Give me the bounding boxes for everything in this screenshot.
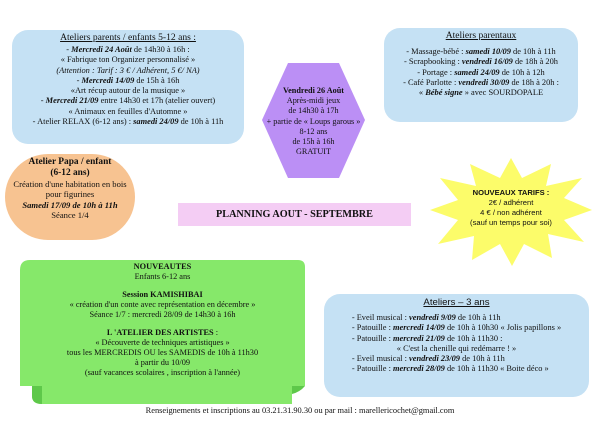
parentaux-line: - Scrapbooking : vendredi 16/09 de 18h à 20h — [404, 57, 558, 67]
ateliers-parentaux-box — [384, 28, 578, 122]
artistes-line: à partir du 10/09 — [134, 358, 191, 367]
parents-line: (Attention : Tarif : 3 € / Adhérent, 5 €/ NA) — [56, 65, 200, 75]
papa-line: pour figurines — [45, 189, 95, 200]
ateliers-3-ans-box — [324, 294, 589, 397]
ateliers-parents-enfants-box — [12, 30, 244, 144]
vendredi-line: GRATUIT — [295, 147, 332, 157]
papa-seance: Séance 1/4 — [51, 210, 89, 221]
tarifs-text — [430, 188, 592, 228]
nouveaux-tarifs-burst — [430, 158, 592, 266]
kamishibai-line: Séance 1/7 : mercredi 28/09 de 14h30 à 16h — [89, 310, 236, 319]
vendredi-text — [261, 86, 366, 157]
trois-ans-line: - Eveil musical : vendredi 9/09 de 10h à 11h — [351, 313, 501, 322]
parents-line: « Animaux en feuilles d'Automne » — [68, 106, 188, 116]
planning-banner: PLANNING AOUT - SEPTEMBRE — [178, 203, 411, 226]
vendredi-line: 8-12 ans — [299, 126, 328, 136]
parents-line: - Mercredi 14/09 de 15h à 16h — [76, 75, 180, 85]
trois-ans-line: - Patouille : mercredi 21/09 de 10h à 11h30 : — [351, 333, 503, 343]
papa-date: Samedi 17/09 de 10h à 11h — [22, 199, 118, 210]
parents-line: - Mercredi 21/09 entre 14h30 et 17h (atelier ouvert) — [40, 96, 216, 106]
parentaux-line: - Portage : samedi 24/09 de 10h à 12h — [417, 67, 545, 77]
artistes-line: « Découverte de techniques artistiques » — [95, 338, 230, 347]
parentaux-line: - Massage-bébé : samedi 10/09 de 10h à 11h — [406, 47, 556, 56]
parentaux-title: Ateliers parentaux — [445, 30, 517, 41]
vendredi-line: + partie de « Loups garous » — [266, 116, 361, 126]
parentaux-line: « Bébé signe » avec SOURDOPALE — [418, 88, 544, 98]
nouveautes-title: NOUVEAUTES — [133, 262, 192, 271]
tarifs-line: 2€ / adhérent — [488, 198, 534, 207]
atelier-papa-box — [5, 154, 135, 240]
parents-line: «Art récup autour de la musique » — [70, 86, 186, 96]
trois-ans-line: - Eveil musical : vendredi 23/09 de 10h à 11h — [351, 354, 505, 364]
vendredi-line: de 15h à 16h — [292, 137, 335, 147]
parents-line: - Atelier RELAX (6-12 ans) : samedi 24/09 de 10h à 11h — [32, 117, 224, 127]
trois-ans-title: Ateliers – 3 ans — [423, 297, 490, 308]
trois-ans-line: - Patouille : mercredi 14/09 de 10h à 10h30 « Jolis papillons » — [351, 323, 562, 333]
artistes-line: tous les MERCREDIS OU les SAMEDIS de 10h à 11h30 — [66, 348, 259, 357]
papa-line: Création d'une habitation en bois — [13, 179, 127, 189]
artistes-line: (sauf vacances scolaires , inscription à l'année) — [84, 368, 241, 377]
trois-ans-line: « C'est la chenille qui redémarre ! » — [396, 343, 517, 353]
vendredi-hexagon — [261, 62, 366, 179]
tarifs-line: 4 € / non adhérent — [480, 208, 542, 217]
tarifs-line: (sauf un temps pour soi) — [470, 218, 552, 227]
artistes-heading: L 'ATELIER DES ARTISTES : — [106, 328, 219, 337]
nouveautes-scroll — [20, 254, 305, 416]
artistes-title: L 'ATELIER DES ARTISTES — [106, 328, 214, 337]
papa-age: (6-12 ans) — [50, 168, 90, 178]
vendredi-line: Après-midi jeux — [286, 96, 341, 106]
footer-contact: Renseignements et inscriptions au 03.21.31.90.30 ou par mail : marellericochet@gmail.com — [145, 406, 455, 415]
nouveautes-text — [20, 262, 305, 378]
kamishibai-title: Session KAMISHIBAI — [122, 290, 203, 299]
trois-ans-line: - Patouille : mercredi 28/09 de 10h à 11h30 « Boite déco » — [351, 364, 549, 374]
parentaux-line: - Café Parlotte : vendredi 30/09 de 18h à 20h : — [403, 77, 559, 87]
parents-line: - Mercredi 24 Août de 14h30 à 16h : — [66, 45, 190, 54]
kamishibai-line: « création d'un conte avec représentation en décembre » — [69, 300, 256, 309]
nouveautes-subtitle: Enfants 6-12 ans — [134, 272, 191, 281]
parents-line: « Fabrique ton Organizer personnalisé » — [60, 55, 196, 65]
vendredi-title: Vendredi 26 Août — [283, 86, 344, 95]
parents-title: Ateliers parents / enfants 5-12 ans : — [60, 32, 196, 43]
papa-title: Atelier Papa / enfant — [28, 157, 112, 167]
vendredi-line: de 14h30 à 17h — [288, 106, 339, 116]
tarifs-title: NOUVEAUX TARIFS : — [472, 188, 550, 197]
